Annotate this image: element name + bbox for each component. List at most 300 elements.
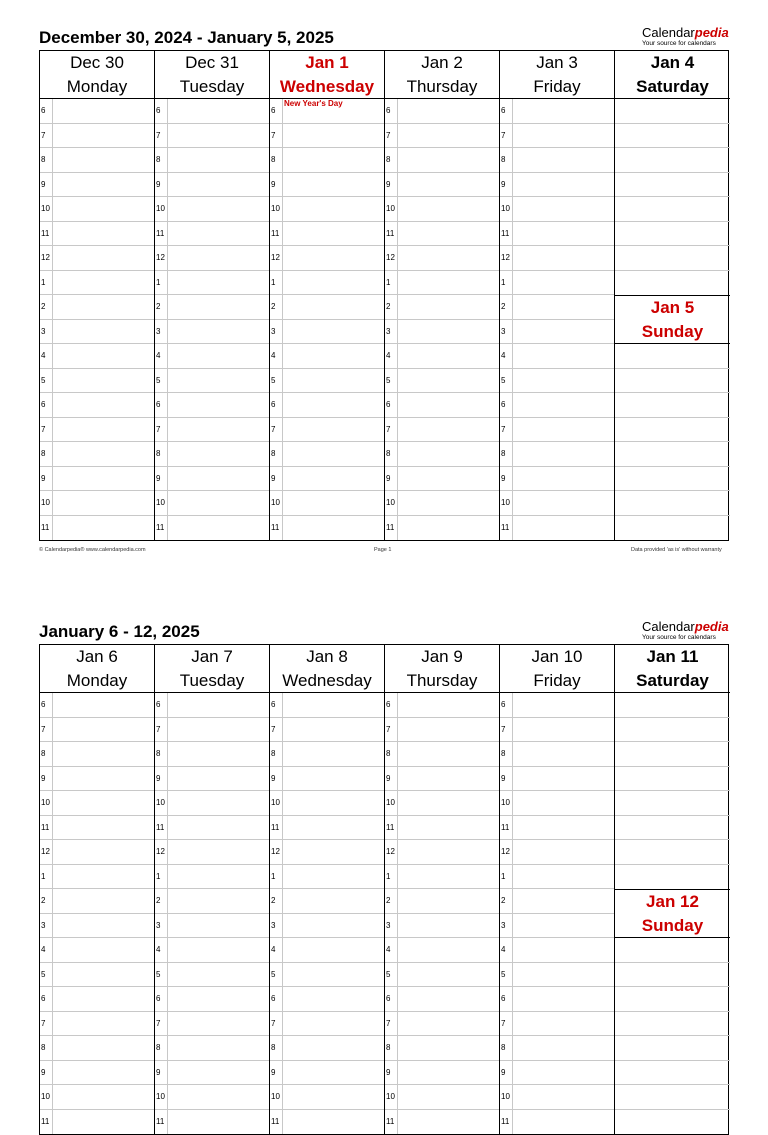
- time-slot[interactable]: [500, 693, 614, 718]
- hour-label: 6: [500, 987, 513, 1011]
- hour-label: 11: [500, 222, 513, 246]
- hour-label: 10: [155, 197, 168, 221]
- time-slot[interactable]: [385, 889, 499, 914]
- hour-label: 8: [385, 1036, 398, 1060]
- time-slot[interactable]: [270, 491, 384, 516]
- time-slot[interactable]: [155, 467, 269, 492]
- saturday-slot[interactable]: [615, 173, 730, 198]
- time-slot[interactable]: [270, 148, 384, 173]
- hour-label: 2: [155, 295, 168, 319]
- time-slot[interactable]: [40, 295, 154, 320]
- time-slot[interactable]: [385, 491, 499, 516]
- time-slot[interactable]: [40, 963, 154, 988]
- time-slot[interactable]: [155, 271, 269, 296]
- time-slot[interactable]: [385, 938, 499, 963]
- hour-label: 3: [155, 320, 168, 344]
- time-slot[interactable]: [40, 369, 154, 394]
- saturday-slot[interactable]: [615, 148, 730, 173]
- sunday-weekday: Sunday: [641, 916, 704, 935]
- time-slot[interactable]: [270, 222, 384, 247]
- day-date: Dec 31: [185, 53, 239, 72]
- hour-label: 12: [40, 246, 53, 270]
- time-slot[interactable]: [155, 491, 269, 516]
- saturday-slot[interactable]: [615, 718, 730, 743]
- sunday-slot[interactable]: [615, 369, 730, 394]
- sunday-header: [615, 889, 730, 938]
- sunday-slot[interactable]: [615, 467, 730, 492]
- time-slot[interactable]: [385, 271, 499, 296]
- hour-label: 8: [155, 148, 168, 172]
- time-slot[interactable]: [155, 320, 269, 345]
- time-slot[interactable]: [270, 344, 384, 369]
- time-slot[interactable]: [270, 865, 384, 890]
- time-slot[interactable]: [155, 173, 269, 198]
- time-slot[interactable]: [270, 938, 384, 963]
- time-slot[interactable]: [270, 1061, 384, 1086]
- time-slot[interactable]: [500, 963, 614, 988]
- time-slot[interactable]: [385, 418, 499, 443]
- time-slot[interactable]: [155, 1085, 269, 1110]
- time-slot[interactable]: [270, 516, 384, 541]
- saturday-slot[interactable]: [615, 99, 730, 124]
- time-slot[interactable]: [385, 1061, 499, 1086]
- time-slot[interactable]: [155, 442, 269, 467]
- time-slot[interactable]: [500, 271, 614, 296]
- time-slot[interactable]: [155, 938, 269, 963]
- time-slot[interactable]: [155, 295, 269, 320]
- hour-label: 2: [385, 889, 398, 913]
- time-slot[interactable]: [385, 246, 499, 271]
- sunday-slot[interactable]: [615, 987, 730, 1012]
- hour-label: 10: [270, 197, 283, 221]
- hour-label: 10: [155, 1085, 168, 1109]
- time-slot[interactable]: [500, 987, 614, 1012]
- day-header: [500, 51, 614, 99]
- hour-label: 3: [40, 320, 53, 344]
- week-block: [0, 25, 768, 558]
- time-slot[interactable]: [500, 418, 614, 443]
- time-slot[interactable]: [270, 369, 384, 394]
- hour-label: 2: [40, 889, 53, 913]
- hour-label: 1: [385, 865, 398, 889]
- saturday-date: Jan 11: [646, 647, 699, 666]
- saturday-slot[interactable]: [615, 816, 730, 841]
- time-slot[interactable]: [40, 718, 154, 743]
- day-weekday: Friday: [533, 671, 581, 690]
- saturday-slot[interactable]: [615, 246, 730, 271]
- time-slot[interactable]: [385, 718, 499, 743]
- time-slot[interactable]: [155, 693, 269, 718]
- time-slot[interactable]: [40, 418, 154, 443]
- hour-label: 6: [270, 393, 283, 417]
- hour-label: 7: [385, 718, 398, 742]
- day-weekday: Tuesday: [179, 671, 245, 690]
- hour-label: 11: [385, 816, 398, 840]
- hour-label: 1: [500, 271, 513, 295]
- hour-label: 5: [40, 963, 53, 987]
- time-slot[interactable]: [40, 442, 154, 467]
- time-slot[interactable]: [270, 742, 384, 767]
- day-date: Jan 6: [76, 647, 118, 666]
- time-slot[interactable]: [385, 816, 499, 841]
- time-slot[interactable]: [385, 767, 499, 792]
- sunday-slot[interactable]: [615, 344, 730, 369]
- sunday-slot[interactable]: [615, 1085, 730, 1110]
- day-date: Jan 2: [421, 53, 463, 72]
- time-slot[interactable]: [385, 516, 499, 541]
- time-slot[interactable]: [500, 791, 614, 816]
- time-slot[interactable]: [270, 914, 384, 939]
- time-slot[interactable]: [500, 938, 614, 963]
- time-slot[interactable]: [270, 197, 384, 222]
- time-slot[interactable]: [155, 840, 269, 865]
- time-slot[interactable]: [500, 1085, 614, 1110]
- sunday-slot[interactable]: [615, 1036, 730, 1061]
- week-block: [0, 619, 768, 1126]
- hour-label: 8: [155, 1036, 168, 1060]
- time-slot[interactable]: [40, 987, 154, 1012]
- time-slot[interactable]: [40, 914, 154, 939]
- time-slot[interactable]: [155, 816, 269, 841]
- time-slot[interactable]: [500, 889, 614, 914]
- time-slot[interactable]: [155, 246, 269, 271]
- time-slot[interactable]: [40, 344, 154, 369]
- time-slot[interactable]: [270, 442, 384, 467]
- hour-label: 6: [500, 99, 513, 123]
- saturday-slot[interactable]: [615, 222, 730, 247]
- hour-label: 6: [385, 99, 398, 123]
- time-slot[interactable]: [40, 99, 154, 124]
- time-slot[interactable]: [155, 1036, 269, 1061]
- hour-label: 8: [385, 742, 398, 766]
- time-slot[interactable]: [500, 467, 614, 492]
- time-slot[interactable]: [155, 865, 269, 890]
- day-column: [270, 645, 385, 1134]
- brand-name-accent: pedia: [694, 25, 729, 40]
- time-slot[interactable]: [155, 222, 269, 247]
- time-slot[interactable]: [270, 718, 384, 743]
- time-slot[interactable]: [500, 516, 614, 541]
- time-slot[interactable]: [385, 344, 499, 369]
- time-slot[interactable]: [40, 320, 154, 345]
- time-slot[interactable]: [40, 467, 154, 492]
- brand-logo: [642, 26, 732, 47]
- hour-label: 9: [155, 767, 168, 791]
- time-slot[interactable]: [385, 369, 499, 394]
- time-slot[interactable]: [155, 344, 269, 369]
- brand-name: [642, 620, 732, 634]
- day-header: [40, 51, 154, 99]
- time-slot[interactable]: [155, 148, 269, 173]
- saturday-slot[interactable]: [615, 271, 730, 296]
- hour-label: 11: [500, 816, 513, 840]
- time-slot[interactable]: [40, 491, 154, 516]
- time-slot[interactable]: [385, 467, 499, 492]
- hour-label: 11: [155, 222, 168, 246]
- hour-label: 11: [40, 516, 53, 541]
- time-slot[interactable]: [500, 173, 614, 198]
- day-date: Jan 8: [306, 647, 348, 666]
- day-column: [40, 51, 155, 540]
- time-slot[interactable]: [40, 246, 154, 271]
- saturday-date: Jan 4: [650, 53, 695, 72]
- time-slot[interactable]: [155, 369, 269, 394]
- time-slot[interactable]: [155, 124, 269, 149]
- time-slot[interactable]: [385, 865, 499, 890]
- hour-label: 6: [385, 393, 398, 417]
- time-slot[interactable]: [40, 840, 154, 865]
- time-slot[interactable]: [500, 197, 614, 222]
- time-slot[interactable]: [155, 987, 269, 1012]
- sunday-slot[interactable]: [615, 393, 730, 418]
- time-slot[interactable]: [385, 173, 499, 198]
- time-slot[interactable]: [270, 987, 384, 1012]
- hour-label: 11: [40, 222, 53, 246]
- time-slot[interactable]: [385, 148, 499, 173]
- time-slot[interactable]: [40, 393, 154, 418]
- time-slot[interactable]: [40, 767, 154, 792]
- time-slot[interactable]: [500, 148, 614, 173]
- time-slot[interactable]: [270, 816, 384, 841]
- time-slot[interactable]: [385, 742, 499, 767]
- hour-label: 1: [40, 865, 53, 889]
- hour-label: 12: [155, 840, 168, 864]
- time-slot[interactable]: [270, 767, 384, 792]
- holiday-label: New Year's Day: [284, 99, 343, 108]
- time-slot[interactable]: [385, 963, 499, 988]
- time-slot[interactable]: [155, 197, 269, 222]
- time-slot[interactable]: [270, 393, 384, 418]
- hour-label: 11: [155, 516, 168, 541]
- hour-label: 9: [270, 173, 283, 197]
- time-slot[interactable]: [40, 938, 154, 963]
- hour-label: 4: [40, 344, 53, 368]
- hour-label: 12: [500, 246, 513, 270]
- week-grid: [39, 50, 729, 541]
- time-slot[interactable]: [500, 369, 614, 394]
- saturday-slot[interactable]: [615, 124, 730, 149]
- day-weekday: Thursday: [406, 671, 478, 690]
- saturday-slot[interactable]: [615, 865, 730, 890]
- hour-label: 10: [40, 791, 53, 815]
- time-slot[interactable]: [500, 222, 614, 247]
- hour-label: 11: [40, 816, 53, 840]
- time-slot[interactable]: [40, 1110, 154, 1135]
- time-slot[interactable]: [40, 1085, 154, 1110]
- saturday-slot[interactable]: [615, 197, 730, 222]
- time-slot[interactable]: [385, 222, 499, 247]
- time-slot[interactable]: [155, 742, 269, 767]
- time-slot[interactable]: [40, 124, 154, 149]
- time-slot[interactable]: [500, 1110, 614, 1135]
- saturday-weekday: Saturday: [636, 77, 709, 96]
- time-slot[interactable]: [500, 718, 614, 743]
- time-slot[interactable]: [500, 99, 614, 124]
- time-slot[interactable]: [270, 791, 384, 816]
- hour-label: 3: [270, 914, 283, 938]
- time-slot[interactable]: [270, 271, 384, 296]
- hour-label: 4: [270, 344, 283, 368]
- hour-label: 12: [385, 840, 398, 864]
- time-slot[interactable]: [155, 1061, 269, 1086]
- time-slot[interactable]: [155, 889, 269, 914]
- time-slot[interactable]: [270, 467, 384, 492]
- time-slot[interactable]: [40, 173, 154, 198]
- time-slot[interactable]: [40, 889, 154, 914]
- time-slot[interactable]: [385, 1036, 499, 1061]
- time-slot[interactable]: [500, 246, 614, 271]
- time-slot[interactable]: [155, 99, 269, 124]
- time-slot[interactable]: [500, 344, 614, 369]
- day-date: Jan 1: [305, 53, 349, 72]
- sunday-slot[interactable]: [615, 491, 730, 516]
- hour-label: 1: [500, 865, 513, 889]
- time-slot[interactable]: [270, 173, 384, 198]
- time-slot[interactable]: [500, 865, 614, 890]
- time-slot[interactable]: [385, 914, 499, 939]
- time-slot[interactable]: [40, 816, 154, 841]
- hour-label: 9: [500, 467, 513, 491]
- sunday-slot[interactable]: [615, 1061, 730, 1086]
- time-slot[interactable]: [155, 718, 269, 743]
- time-slot[interactable]: [500, 393, 614, 418]
- time-slot[interactable]: [385, 693, 499, 718]
- time-slot[interactable]: [40, 271, 154, 296]
- day-column: [385, 51, 500, 540]
- time-slot[interactable]: [500, 816, 614, 841]
- hour-label: 7: [40, 418, 53, 442]
- time-slot[interactable]: [270, 295, 384, 320]
- time-slot[interactable]: [500, 491, 614, 516]
- time-slot[interactable]: [270, 963, 384, 988]
- time-slot[interactable]: [385, 1085, 499, 1110]
- day-weekday: Thursday: [406, 77, 478, 96]
- saturday-slot[interactable]: [615, 840, 730, 865]
- saturday-slot[interactable]: [615, 742, 730, 767]
- hour-label: 9: [500, 173, 513, 197]
- time-slot[interactable]: [385, 791, 499, 816]
- time-slot[interactable]: [40, 791, 154, 816]
- hour-label: 7: [40, 718, 53, 742]
- time-slot[interactable]: [40, 222, 154, 247]
- time-slot[interactable]: [270, 840, 384, 865]
- day-column: [155, 645, 270, 1134]
- time-slot[interactable]: [270, 889, 384, 914]
- saturday-slot[interactable]: [615, 791, 730, 816]
- hour-label: 6: [385, 693, 398, 717]
- time-slot[interactable]: [500, 840, 614, 865]
- time-slot[interactable]: [500, 295, 614, 320]
- weekend-column: [615, 51, 730, 540]
- day-date: Jan 9: [421, 647, 463, 666]
- sunday-slot[interactable]: [615, 1110, 730, 1135]
- time-slot[interactable]: [270, 246, 384, 271]
- hour-label: 10: [500, 1085, 513, 1109]
- saturday-slot[interactable]: [615, 767, 730, 792]
- hour-label: 2: [385, 295, 398, 319]
- hour-label: 6: [40, 99, 53, 123]
- sunday-slot[interactable]: [615, 938, 730, 963]
- time-slot[interactable]: [155, 418, 269, 443]
- time-slot[interactable]: [40, 742, 154, 767]
- time-slot[interactable]: [385, 442, 499, 467]
- time-slot[interactable]: [40, 693, 154, 718]
- time-slot[interactable]: [500, 320, 614, 345]
- time-slot[interactable]: [385, 99, 499, 124]
- hour-label: 8: [270, 442, 283, 466]
- hour-label: 11: [155, 816, 168, 840]
- hour-label: 3: [500, 320, 513, 344]
- hour-label: 5: [500, 369, 513, 393]
- hour-label: 9: [270, 1061, 283, 1085]
- hour-label: 6: [385, 987, 398, 1011]
- time-slot[interactable]: [500, 1061, 614, 1086]
- time-slot[interactable]: [270, 320, 384, 345]
- time-slot[interactable]: [155, 767, 269, 792]
- time-slot[interactable]: [385, 295, 499, 320]
- sunday-slot[interactable]: [615, 442, 730, 467]
- time-slot[interactable]: [155, 914, 269, 939]
- hour-label: 11: [385, 516, 398, 541]
- time-slot[interactable]: [155, 393, 269, 418]
- time-slot[interactable]: [385, 987, 499, 1012]
- time-slot[interactable]: [270, 99, 384, 124]
- time-slot[interactable]: [500, 124, 614, 149]
- hour-label: 7: [40, 124, 53, 148]
- time-slot[interactable]: [500, 1036, 614, 1061]
- hour-label: 9: [40, 767, 53, 791]
- time-slot[interactable]: [270, 1110, 384, 1135]
- time-slot[interactable]: [385, 320, 499, 345]
- time-slot[interactable]: [270, 1085, 384, 1110]
- time-slot[interactable]: [40, 197, 154, 222]
- time-slot[interactable]: [385, 197, 499, 222]
- time-slot[interactable]: [500, 914, 614, 939]
- sunday-slot[interactable]: [615, 418, 730, 443]
- time-slot[interactable]: [155, 1110, 269, 1135]
- time-slot[interactable]: [500, 767, 614, 792]
- day-date: Dec 30: [70, 53, 124, 72]
- hour-label: 10: [155, 491, 168, 515]
- time-slot[interactable]: [270, 693, 384, 718]
- hour-label: 11: [500, 1110, 513, 1135]
- brand-name-plain: Calendar: [642, 25, 695, 40]
- time-slot[interactable]: [155, 791, 269, 816]
- time-slot[interactable]: [385, 840, 499, 865]
- hour-label: 12: [155, 246, 168, 270]
- saturday-slot[interactable]: [615, 693, 730, 718]
- time-slot[interactable]: [40, 1036, 154, 1061]
- time-slot[interactable]: [40, 1061, 154, 1086]
- time-slot[interactable]: [40, 148, 154, 173]
- time-slot[interactable]: [270, 1036, 384, 1061]
- time-slot[interactable]: [40, 865, 154, 890]
- time-slot[interactable]: [385, 1110, 499, 1135]
- time-slot[interactable]: [385, 393, 499, 418]
- time-slot[interactable]: [155, 516, 269, 541]
- time-slot[interactable]: [385, 124, 499, 149]
- time-slot[interactable]: [270, 418, 384, 443]
- time-slot[interactable]: [270, 124, 384, 149]
- time-slot[interactable]: [40, 516, 154, 541]
- hour-label: 2: [270, 889, 283, 913]
- sunday-slot[interactable]: [615, 516, 730, 541]
- time-slot[interactable]: [155, 963, 269, 988]
- time-slot[interactable]: [500, 442, 614, 467]
- hour-label: 9: [270, 467, 283, 491]
- time-slot[interactable]: [500, 742, 614, 767]
- sunday-slot[interactable]: [615, 963, 730, 988]
